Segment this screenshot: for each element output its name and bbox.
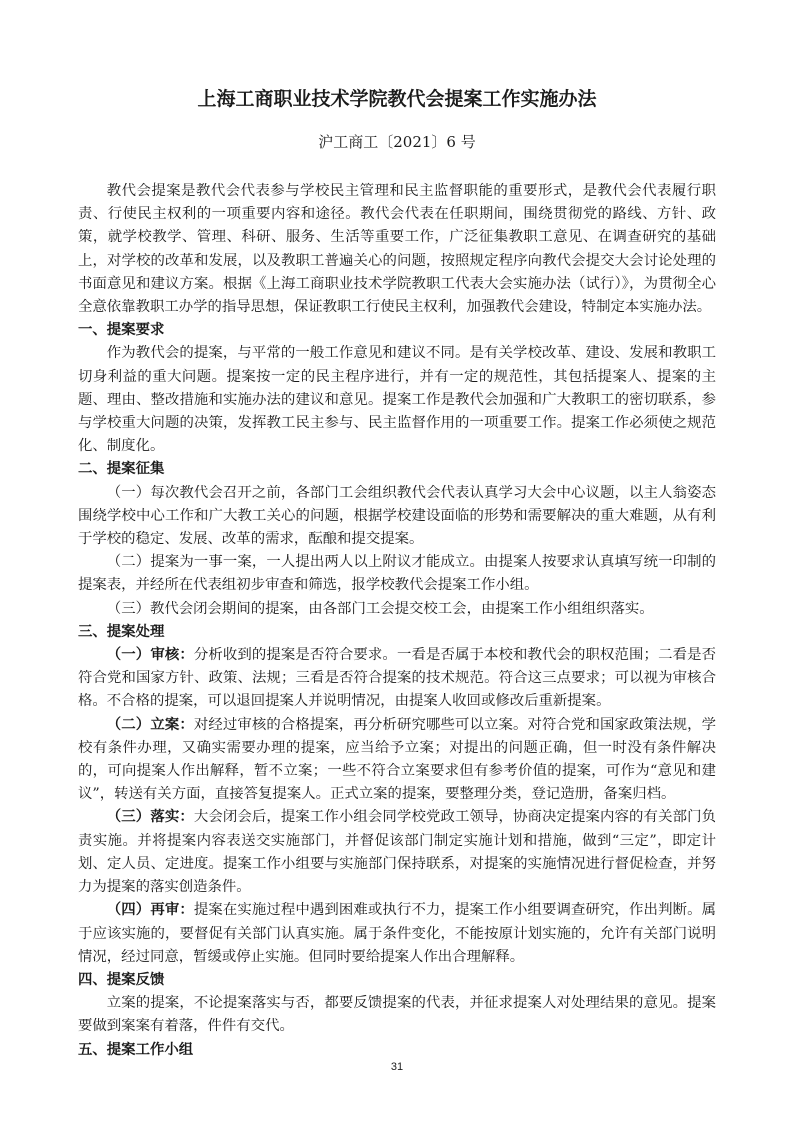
section-heading-requirements: 一、提案要求 — [78, 322, 165, 339]
subsection-text: 分析收到的提案是否符合要求。一看是否属于本校和教代会的职权范围；二看是否符合党和国家方针、政策、法规；三看是否符合提案的技术规范。符合这三点要求；可以视为审核合格。不合格的提案，可以退回提案人并说明情况，由提案人收回或修改后重新提案。 — [78, 647, 716, 710]
subsection-text: 大会闭会后，提案工作小组会同学校党政工领导，协商决定提案内容的有关部门负责实施。并将提案内容表送交实施部门，并督促该部门制定实施计划和措施，做到“三定”，即定计划、定人员、定进度。提案工作小组要与实施部门保持联系，对提案的实施情况进行督促检查，并努力为提案的落实创造条件。 — [78, 809, 716, 896]
document-page — [78, 0, 716, 1122]
page-number: 31 — [390, 1061, 404, 1073]
section-heading-collection: 二、提案征集 — [78, 461, 165, 478]
intro-paragraph: 教代会提案是教代会代表参与学校民主管理和民主监督职能的重要形式，是教代会代表履行职责、行使民主权利的一项重要内容和途径。教代会代表在任职期间，围绕贯彻党的路线、方针、政策，就学校教学、管理、科研、服务、生活等重要工作，广泛征集教职工意见、在调查研究的基础上，对学校的改革和发展，以及教职工普遍关心的问题，按照规定程序向教代会提交大会讨论处理的书面意见和建议方案。根据《上海工商职业技术学院教职工代表大会实施办法（试行）》，为贯彻全心全意依靠教职工办学的指导思想，保证教职工行使民主权利，加强教代会建设，特制定本实施办法。 — [78, 183, 716, 316]
subsection-text: 提案在实施过程中遇到困难或执行不力，提案工作小组要调查研究，作出判断。属于应该实施的，要督促有关部门认真实施。属于条件变化，不能按原计划实施的，允许有关部门说明情况，经过同意，暂缓或停止实施。但同时要给提案人作出合理解释。 — [78, 902, 716, 965]
document-title: 上海工商职业技术学院教代会提案工作实施办法 — [197, 88, 597, 110]
section-paragraph: （一）每次教代会召开之前，各部门工会组织教代会代表认真学习大会中心议题，以主人翁姿态围绕学校中心工作和广大教工关心的问题，根据学校建设面临的形势和需要解决的重大难题，从有利于学校的稳定、发展、改革的需求，酝酿和提交提案。 — [78, 484, 716, 548]
subsection-label-filing: （二）立案： — [106, 716, 194, 733]
document-body — [78, 180, 716, 1062]
section-heading-processing: 三、提案处理 — [78, 623, 165, 640]
section-paragraph: 作为教代会的提案，与平常的一般工作意见和建议不同。是有关学校改革、建设、发展和教职工切身利益的重大问题。提案按一定的民主程序进行，并有一定的规范性，其包括提案人、提案的主题、理由、整改措施和实施办法的建议和意见。提案工作是教代会加强和广大教职工的密切联系，参与学校重大问题的决策，发挥教工民主参与、民主监督作用的一项重要工作。提案工作必须使之规范化、制度化。 — [78, 345, 716, 455]
subsection-label-implementation: （三）落实： — [106, 809, 194, 826]
section-paragraph: （二）提案为一事一案，一人提出两人以上附议才能成立。由提案人按要求认真填写统一印制的提案表，并经所在代表组初步审查和筛选，报学校教代会提案工作小组。 — [78, 554, 716, 594]
subsection-label-review: （一）审核： — [106, 647, 194, 664]
section-paragraph — [78, 806, 716, 899]
section-paragraph — [78, 644, 716, 714]
section-paragraph: （三）教代会闭会期间的提案，由各部门工会提交校工会，由提案工作小组组织落实。 — [106, 600, 654, 617]
section-paragraph — [78, 714, 716, 807]
section-heading-working-group: 五、提案工作小组 — [78, 1041, 194, 1058]
section-paragraph — [78, 899, 716, 969]
subsection-text: 对经过审核的合格提案，再分析研究哪些可以立案。对符合党和国家政策法规，学校有条件办理，又确实需要办理的提案，应当给予立案；对提出的问题正确，但一时没有条件解决的，可向提案人作出解释，暂不立案；一些不符合立案要求但有参考价值的提案，可作为“意见和建议”，转送有关方面，直接答复提案人。正式立案的提案，要整理分类，登记造册，备案归档。 — [78, 716, 716, 803]
subsection-label-re-review: （四）再审： — [106, 902, 194, 919]
section-heading-feedback: 四、提案反馈 — [78, 971, 165, 988]
section-paragraph: 立案的提案，不论提案落实与否，都要反馈提案的代表，并征求提案人对处理结果的意见。提案要做到案案有着落，件件有交代。 — [78, 995, 716, 1035]
document-number: 沪工商工〔2021〕6 号 — [318, 133, 476, 151]
